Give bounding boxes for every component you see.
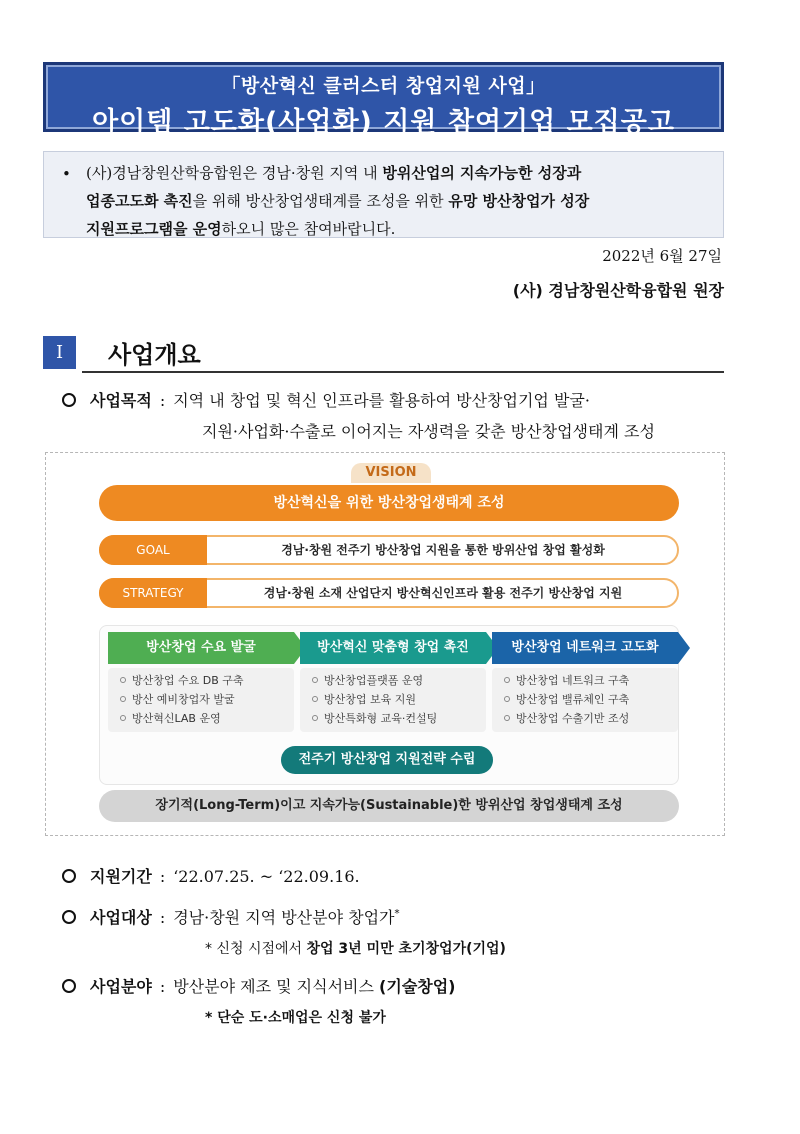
bullet-dot-icon	[504, 715, 510, 721]
target-item	[62, 905, 400, 928]
announcement-date: 2022년 6월 27일	[602, 247, 722, 265]
list-item-text: 방산특화형 교육·컨설팅	[324, 712, 438, 725]
bullet-dot-icon	[120, 677, 126, 683]
list-item	[120, 671, 294, 690]
period-item	[62, 864, 360, 887]
target-note-bold: 창업 3년 미만 초기창업가(기업)	[306, 941, 506, 957]
column-list	[492, 668, 678, 732]
goal-pill	[99, 535, 679, 565]
circle-bullet-icon	[62, 979, 76, 993]
field-value-bold: (기술창업)	[379, 977, 456, 996]
field-colon: :	[159, 977, 166, 996]
period-label: 지원기간	[90, 867, 152, 886]
list-item-text: 방산혁신LAB 운영	[132, 712, 221, 725]
goal-tag: GOAL	[99, 535, 207, 565]
purpose-line-2: 지원·사업화·수출로 이어지는 자생력을 갖춘 방산창업생태계 조성	[202, 422, 655, 441]
list-item-text: 방산창업플랫폼 운영	[324, 674, 424, 687]
list-item-text: 방산창업 수요 DB 구축	[132, 674, 244, 687]
intro-text-2: 을 위해 방산창업생태계를 조성을 위한	[192, 192, 449, 210]
title-banner	[43, 62, 724, 138]
target-footnote-mark: *	[394, 908, 400, 920]
column-header: 방산혁신 맞춤형 창업 촉진	[300, 632, 486, 664]
circle-bullet-icon	[62, 869, 76, 883]
column-header: 방산창업 수요 발굴	[108, 632, 294, 664]
field-value: 방산분야 제조 및 지식서비스	[173, 977, 380, 996]
bullet-dot-icon	[312, 677, 318, 683]
bullet-dot-icon	[504, 677, 510, 683]
vision-diagram	[45, 452, 725, 836]
vision-bar: 방산혁신을 위한 방산창업생태계 조성	[99, 485, 679, 521]
intro-text-3: 하오니 많은 참여바랍니다.	[221, 220, 396, 238]
target-label: 사업대상	[90, 908, 152, 927]
field-label: 사업분야	[90, 977, 152, 996]
long-term-bar: 장기적(Long-Term)이고 지속가능(Sustainable)한 방위산업 창업생태계 조성	[99, 790, 679, 822]
intro-bold-4: 지원프로그램을 운영	[86, 220, 222, 238]
target-note-prefix: * 신청 시점에서	[205, 941, 307, 957]
bullet-dot-icon	[120, 715, 126, 721]
list-item	[120, 690, 294, 709]
list-item	[312, 690, 486, 709]
intro-bold-1: 방위산업의 지속가능한 성장과	[382, 164, 582, 182]
list-item	[504, 671, 678, 690]
intro-box	[43, 151, 724, 238]
purpose-colon: :	[159, 391, 166, 410]
intro-bold-3: 유망 방산창업가 성장	[448, 192, 590, 210]
title-main: 아이템 고도화(사업화) 지원 참여기업 모집공고	[92, 107, 675, 138]
intro-text-1: (사)경남창원산학융합원은 경남·창원 지역 내	[86, 164, 383, 182]
purpose-label: 사업목적	[90, 391, 152, 410]
section-divider	[82, 371, 724, 373]
list-item-text: 방산창업 보육 지원	[324, 693, 417, 706]
list-item	[312, 709, 486, 728]
intro-bold-2: 업종고도화 촉진	[86, 192, 193, 210]
field-note: * 단순 도·소매업은 신청 불가	[205, 1010, 386, 1026]
strategy-plan-badge: 전주기 방산창업 지원전략 수립	[281, 746, 493, 774]
strategy-pill	[99, 578, 679, 608]
list-item-text: 방산창업 밸류체인 구축	[516, 693, 630, 706]
bullet-dot-icon	[312, 696, 318, 702]
purpose-line-1: 지역 내 창업 및 혁신 인프라를 활용하여 방산창업기업 발굴·	[173, 391, 590, 410]
bullet-dot-icon	[120, 696, 126, 702]
period-colon: :	[159, 867, 166, 886]
field-item	[62, 974, 456, 997]
target-colon: :	[159, 908, 166, 927]
section-title: 사업개요	[108, 341, 201, 369]
strategy-column	[300, 632, 486, 732]
section-number: I	[43, 336, 76, 369]
strategy-tag: STRATEGY	[99, 578, 207, 608]
target-value: 경남·창원 지역 방산분야 창업가	[173, 908, 395, 927]
list-item-text: 방산 예비창업자 발굴	[132, 693, 235, 706]
period-value: ‘22.07.25. ~ ‘22.09.16.	[173, 867, 360, 886]
strategy-column	[108, 632, 294, 732]
list-item-text: 방산창업 네트워크 구축	[516, 674, 630, 687]
list-item	[120, 709, 294, 728]
target-note	[205, 938, 506, 958]
title-subtitle: 「방산혁신 클러스터 창업지원 사업」	[221, 75, 546, 97]
goal-text: 경남·창원 전주기 방산창업 지원을 통한 방위산업 창업 활성화	[281, 543, 605, 557]
bullet-dot-icon	[312, 715, 318, 721]
list-item	[504, 709, 678, 728]
purpose-item	[62, 388, 590, 411]
strategy-column	[492, 632, 678, 732]
list-item-text: 방산창업 수출기반 조성	[516, 712, 630, 725]
column-list	[108, 668, 294, 732]
bullet-dot-icon	[504, 696, 510, 702]
column-header: 방산창업 네트워크 고도화	[492, 632, 678, 664]
circle-bullet-icon	[62, 910, 76, 924]
list-item	[312, 671, 486, 690]
strategy-text: 경남·창원 소재 산업단지 방산혁신인프라 활용 전주기 방산창업 지원	[263, 586, 623, 600]
organization-signature: (사) 경남창원산학융합원 원장	[512, 281, 724, 300]
column-list	[300, 668, 486, 732]
circle-bullet-icon	[62, 393, 76, 407]
vision-tab: VISION	[351, 463, 431, 483]
intro-bullet: •	[62, 165, 71, 183]
list-item	[504, 690, 678, 709]
